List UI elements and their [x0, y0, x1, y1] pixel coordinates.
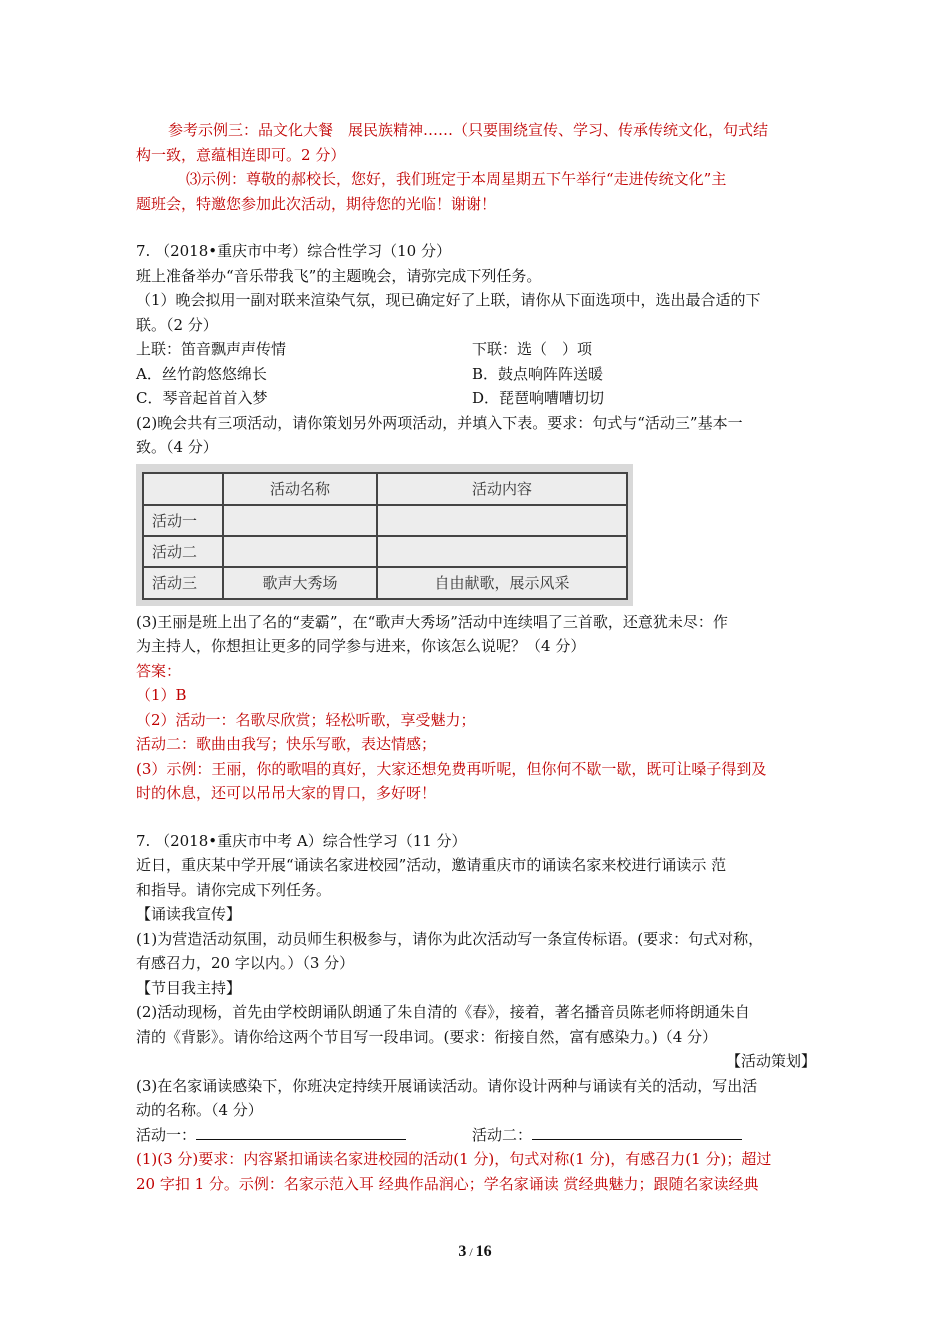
q2-intro-line2: 和指导。请你完成下列任务。	[136, 880, 332, 899]
page-number	[0, 1243, 950, 1261]
activity-2-blank	[532, 1123, 742, 1140]
q1-part2-line1: (2)晚会共有三项活动，请你策划另外两项活动，并填入下表。要求：句式与“活动三”基本一	[136, 413, 743, 432]
q1-title: 7. （2018•重庆市中考）综合性学习（10 分）	[136, 242, 451, 260]
total-pages: 16	[475, 1243, 492, 1260]
q2-intro-line1: 近日，重庆某中学开展“诵读名家进校园”活动，邀请重庆市的诵读名家来校进行诵读示 范	[136, 856, 727, 874]
table-row-label-3: 活动三	[143, 567, 223, 598]
q2-part1-line1: (1)为营造活动氛围，动员师生积极参与，请你为此次活动写一条宣传标语。(要求：句式对称，	[136, 929, 764, 948]
q2-part3-line2: 动的名称。（4 分）	[136, 1101, 263, 1119]
activity-2-field	[472, 1123, 742, 1148]
activity-2-label: 活动二：	[472, 1125, 533, 1144]
q1-part3-line1: (3)王丽是班上出了名的“麦霸”，在“歌声大秀场”活动中连续唱了三首歌，还意犹未尽：作	[136, 612, 728, 631]
page-separator: /	[466, 1245, 476, 1259]
table-corner-cell	[143, 473, 223, 505]
q2-part3-line1: (3)在名家诵读感染下，你班决定持续开展诵读活动。请你设计两种与诵读有关的活动，写出活	[136, 1076, 758, 1095]
option-d: D．琵琶响嘈嘈切切	[472, 389, 605, 407]
answer-3-line1: (3）示例：王丽，你的歌唱的真好，大家还想免费再听呢，但你何不歇一歇，既可让嗓子得到及	[136, 759, 767, 778]
spacer	[136, 216, 816, 239]
scanned-activity-table	[136, 464, 633, 606]
q2-part1-line2: 有感召力，20 字以内。）（3 分）	[136, 954, 355, 972]
q1-part1-line1: （1）晚会拟用一副对联来渲染气氛，现已确定好了上联，请你从下面选项中，选出最合适的下	[136, 291, 761, 309]
q2-answer-line1: (1)(3 分)要求：内容紧扣诵读名家进校园的活动(1 分)，句式对称(1 分)，有感召力(1 分)；超过	[136, 1150, 772, 1168]
activity-blanks-row	[136, 1123, 816, 1148]
table-cell-empty	[223, 505, 377, 536]
couplet-row	[136, 337, 816, 362]
answer-3-line2: 时的休息，还可以吊吊大家的胃口，多好呀！	[136, 784, 437, 802]
answer-2: （2）活动一：名歌尽欣赏；轻松听歌，享受魅力；	[136, 710, 476, 729]
answer-1: （1）B	[136, 686, 187, 704]
q2-title: 7. （2018•重庆市中考 A）综合性学习（11 分）	[136, 831, 467, 850]
activity-1-field	[136, 1123, 472, 1148]
option-b: B．鼓点响阵阵送暖	[472, 364, 604, 383]
option-c: C．琴音起首首入梦	[136, 389, 268, 407]
answer-2b: 活动二：歌曲由我写；快乐写歌，表达情感；	[136, 735, 437, 753]
q1-part2-line2: 致。（4 分）	[136, 438, 218, 456]
q1-intro: 班上准备举办“音乐带我飞”的主题晚会，请弥完成下列任务。	[136, 266, 542, 285]
table-activity3-name: 歌声大秀场	[223, 567, 377, 598]
q2-answer-line2: 20 字扣 1 分。示例：名家示范入耳 经典作品润心；学名家诵读 赏经典魅力；跟随名家读经典	[136, 1174, 759, 1193]
document-page	[136, 118, 816, 1196]
section-heading-hosting: 【节目我主持】	[136, 978, 242, 997]
options-row-2	[136, 386, 816, 411]
table-row-label-2: 活动二	[143, 536, 223, 567]
table-cell-empty	[377, 505, 627, 536]
options-row-1	[136, 362, 816, 387]
answer-label: 答案：	[136, 661, 182, 680]
answer-example-3-line1: 参考示例三：品文化大餐 展民族精神……（只要围绕宣传、学习、传承传统文化，句式结	[168, 121, 769, 139]
q2-part2-line2: 清的《背影》。请你给这两个节目写一段串词。(要求：衔接自然，富有感染力。)（4 分）	[136, 1027, 718, 1046]
upper-couplet: 上联：笛音飘声声传情	[136, 340, 287, 358]
activity-1-label: 活动一：	[136, 1125, 197, 1144]
section-heading-planning: 【活动策划】	[725, 1052, 816, 1070]
option-a: A．丝竹韵悠悠绵长	[136, 364, 267, 383]
table-header-name: 活动名称	[223, 473, 377, 505]
activity-table	[142, 472, 628, 600]
table-row-label-1: 活动一	[143, 505, 223, 536]
answer-invitation-line2: 题班会，特邀您参加此次活动，期待您的光临！谢谢！	[136, 194, 497, 213]
activity-1-blank	[196, 1123, 406, 1140]
lower-couplet-prompt: 下联：选（ ）项	[472, 340, 593, 358]
q2-part2-line1: (2)活动现杨，首先由学校朗诵队朗通了朱自清的《春》，接着，著名播音员陈老师将朗通朱自	[136, 1003, 750, 1021]
table-cell-empty	[377, 536, 627, 567]
section-heading-promotion: 【诵读我宣传】	[136, 905, 242, 923]
table-cell-empty	[223, 536, 377, 567]
current-page: 3	[458, 1243, 467, 1260]
table-activity3-content: 自由献歌，展示风采	[377, 567, 627, 598]
answer-example-3-line2: 构一致，意蕴相连即可。2 分）	[136, 145, 346, 164]
spacer	[136, 806, 816, 829]
q1-part3-line2: 为主持人，你想担让更多的同学参与进来，你该怎么说呢？（4 分）	[136, 637, 586, 655]
table-header-content: 活动内容	[377, 473, 627, 505]
answer-invitation-line1: ⑶示例：尊敬的郝校长，您好，我们班定于本周星期五下午举行“走进传统文化”主	[186, 170, 727, 188]
q1-part1-line2: 联。（2 分）	[136, 315, 218, 334]
